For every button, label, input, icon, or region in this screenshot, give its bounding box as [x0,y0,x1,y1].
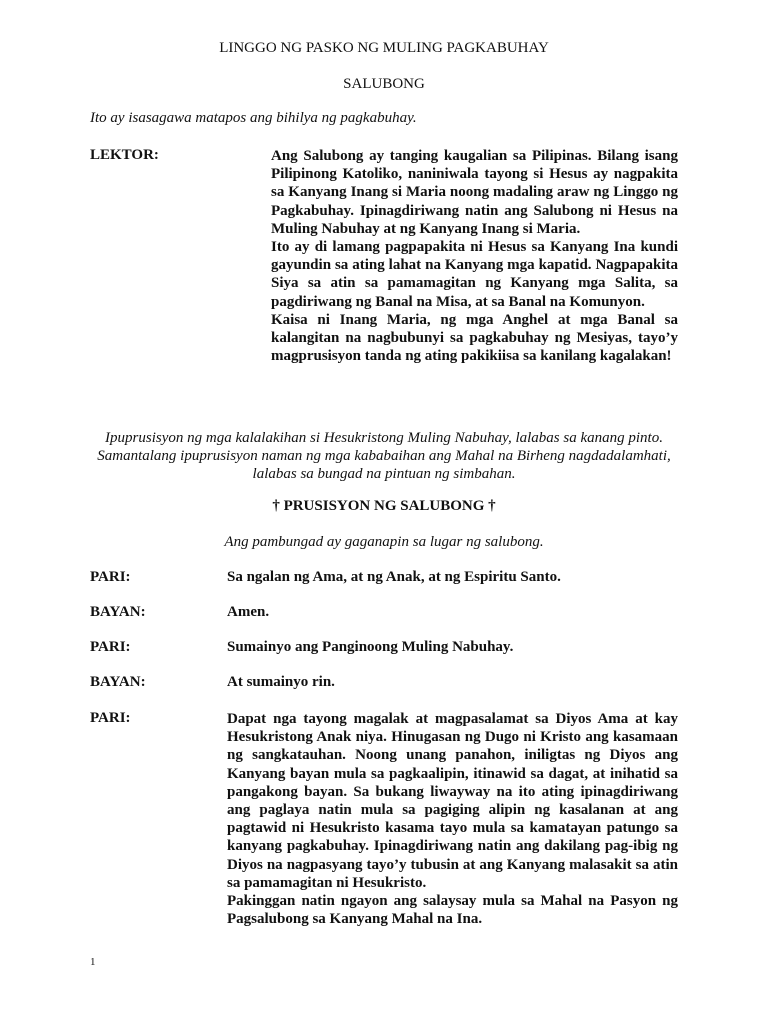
section-heading: † PRUSISYON NG SALUBONG † [272,498,496,514]
lektor-text [271,147,678,365]
dialogue-role: BAYAN: [90,604,146,620]
dialogue-text: At sumainyo rin. [227,674,335,690]
dialogue-role: PARI: [90,639,131,655]
pari-paragraph: Dapat nga tayong magalak at magpasalamat sa Diyos Ama at kay Hesukristong Anak niya. Hinugasan ng Dugo ni Kristo ang kasamaan ng sangkatauhan. Noong unang panahon, iniligtas ng Diyos ang Kanyang bayan mula sa pagkaalipin, itinawid sa dagat, at inihatid sa pangakong bayan. Sa bukang liwayway na ito ating ipinagdiriwang ang paglaya natin mula sa pagiging alipin ng kasalanan at ang pagtawid ni Hesukristo kasama tayo mula sa kamatayan patungo sa kanyang pagkabuhay. Ipinagdiriwang natin ang dakilang pag-ibig ng Diyos na nagpasyang tayo’y tubusin at ang Kanyang malasakit sa atin sa pamamagitan ni Hesukristo. [227,711,678,891]
dialogue-text: Sumainyo ang Panginoong Muling Nabuhay. [227,639,514,655]
lektor-role: LEKTOR: [90,147,159,163]
document-title: LINGGO NG PASKO NG MULING PAGKABUHAY [219,40,549,56]
lektor-paragraph: Kaisa ni Inang Maria, ng mga Anghel at mga Banal sa kalangitan na nagbubunyi sa pagkabuhay ng Mesiyas, tayo’y magprusisyon tanda ng ating pakikiisa sa kanilang kagalakan! [271,311,678,365]
procession-rubric: Ipuprusisyon ng mga kalalakihan si Hesukristong Muling Nabuhay, lalabas sa kanang pinto. Samantalang ipuprusisyon naman ng mga kababaihan ang Mahal na Birheng nagdadalamhati, lalabas sa bungad na pintuan ng simbahan. [97,430,671,482]
page-number: 1 [90,956,96,968]
lektor-paragraph: Ito ay di lamang pagpapakita ni Hesus sa Kanyang Ina kundi gayundin sa ating lahat na Kanyang mga kapatid. Nagpapakita Siya sa atin sa pamamagitan ng Kanyang mga Salita, sa pagdiriwang ng Banal na Misa, at sa Banal na Komunyon. [271,239,678,310]
pari-final-role: PARI: [90,710,131,726]
intro-rubric: Ito ay isasagawa matapos ang bihilya ng pagkabuhay. [90,110,417,126]
section-rubric: Ang pambungad ay gaganapin sa lugar ng salubong. [224,534,544,550]
lektor-paragraph: Ang Salubong ay tanging kaugalian sa Pilipinas. Bilang isang Pilipinong Katoliko, naniniwala tayong si Hesus ay nagpakita sa Kanyang Inang si Maria noong madaling araw ng Linggo ng Pagkabuhay. Ipinagdiriwang natin ang Salubong ni Hesus na Muling Nabuhay at ng Kanyang Inang si Maria. [271,148,678,237]
dialogue-role: BAYAN: [90,674,146,690]
dialogue-text: Amen. [227,604,270,620]
document-subtitle: SALUBONG [343,76,425,92]
pari-final-text [227,710,678,928]
dialogue-text: Sa ngalan ng Ama, at ng Anak, at ng Espiritu Santo. [227,569,561,585]
dialogue-role: PARI: [90,569,131,585]
pari-paragraph: Pakinggan natin ngayon ang salaysay mula sa Mahal na Pasyon ng Pagsalubong sa Kanyang Mahal na Ina. [227,893,678,928]
